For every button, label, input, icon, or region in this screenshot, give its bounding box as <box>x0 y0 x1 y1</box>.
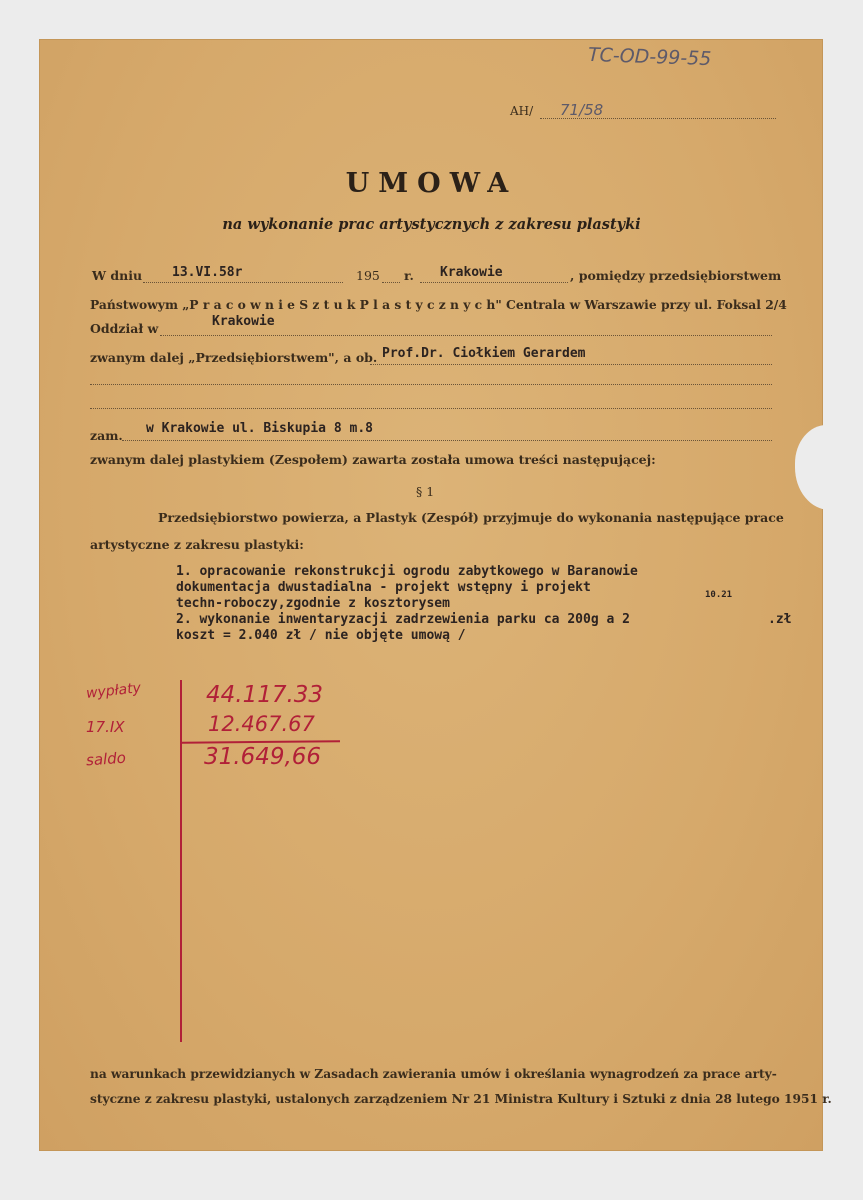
artist-address: w Krakowie ul. Biskupia 8 m.8 <box>146 421 373 436</box>
label-w-dniu: W dniu <box>92 268 143 283</box>
ledger-vertical-line <box>180 680 182 1042</box>
item-annotation: .zł <box>768 612 792 627</box>
dotted-line <box>160 335 772 336</box>
contract-place: Krakowie <box>440 265 503 280</box>
dotted-line <box>382 282 400 283</box>
party-description: Państwowym „P r a c o w n i e S z t u k P l a s t y c z n y c h" Centrala w Warszawie przy ul. Foksal 2/4 <box>90 297 787 312</box>
item-line: techn-roboczy,zgodnie z kosztorysem <box>176 596 450 611</box>
branch-value: Krakowie <box>212 314 275 329</box>
contract-date: 13.VI.58r <box>172 265 243 280</box>
item-line: dokumentacja dwustadialna - projekt wstępny i projekt <box>176 580 591 595</box>
label-zam: zam. <box>90 428 123 443</box>
ledger-label: saldo <box>85 748 127 770</box>
document-title: UMOWA <box>345 168 518 199</box>
ref-number: 71/58 <box>560 101 604 119</box>
item-line: 1. opracowanie rekonstrukcji ogrodu zabytkowego w Baranowie <box>176 564 638 579</box>
label-r: r. <box>404 268 414 283</box>
section-number: § 1 <box>416 484 435 499</box>
document-subtitle: na wykonanie prac artystycznych z zakresu plastyki <box>222 216 641 233</box>
label-pomiedzy: , pomiędzy przedsiębiorstwem <box>570 268 782 283</box>
dotted-line <box>420 282 568 283</box>
footer-line-1: na warunkach przewidzianych w Zasadach zawierania umów i określania wynagrodzeń za prace arty- <box>90 1067 777 1081</box>
ledger-value: 31.649,66 <box>204 744 322 770</box>
ledger-label: 17.IX <box>86 718 125 736</box>
paragraph-line-1: Przedsiębiorstwo powierza, a Plastyk (Zespół) przyjmuje do wykonania następujące prace <box>158 510 784 525</box>
dotted-line <box>370 364 772 365</box>
dotted-line <box>90 384 772 385</box>
ref-label: AH/ <box>510 104 534 118</box>
paragraph-line-2: artystyczne z zakresu plastyki: <box>90 537 304 552</box>
ref-dotted-line <box>540 118 776 119</box>
item-annotation: 10.21 <box>705 590 733 600</box>
dotted-line <box>90 408 772 409</box>
label-oddzial: Oddział w <box>90 321 159 336</box>
ledger-label: wypłaty <box>85 680 142 702</box>
item-line: 2. wykonanie inwentaryzacji zadrzewienia parku ca 200g a 2 <box>176 612 630 627</box>
ledger-value: 44.117.33 <box>206 682 324 708</box>
torn-edge <box>795 425 863 510</box>
ledger-value: 12.467.67 <box>208 712 315 736</box>
footer-line-2: styczne z zakresu plastyki, ustalonych zarządzeniem Nr 21 Ministra Kultury i Sztuki z dnia 28 lutego 1951 r. <box>90 1092 832 1106</box>
dotted-line <box>143 282 343 283</box>
label-zwanym-przedsiebiorstwem: zwanym dalej „Przedsiębiorstwem", a ob. <box>90 350 378 365</box>
archive-code: TC-OD-99-55 <box>587 43 712 71</box>
intro-sentence: zwanym dalej plastykiem (Zespołem) zawarta została umowa treści następującej: <box>90 452 656 467</box>
year-prefix: 195 <box>356 268 380 283</box>
artist-name: Prof.Dr. Ciołkiem Gerardem <box>382 346 586 361</box>
dotted-line <box>122 440 772 441</box>
item-line: koszt = 2.040 zł / nie objęte umową / <box>176 628 466 643</box>
